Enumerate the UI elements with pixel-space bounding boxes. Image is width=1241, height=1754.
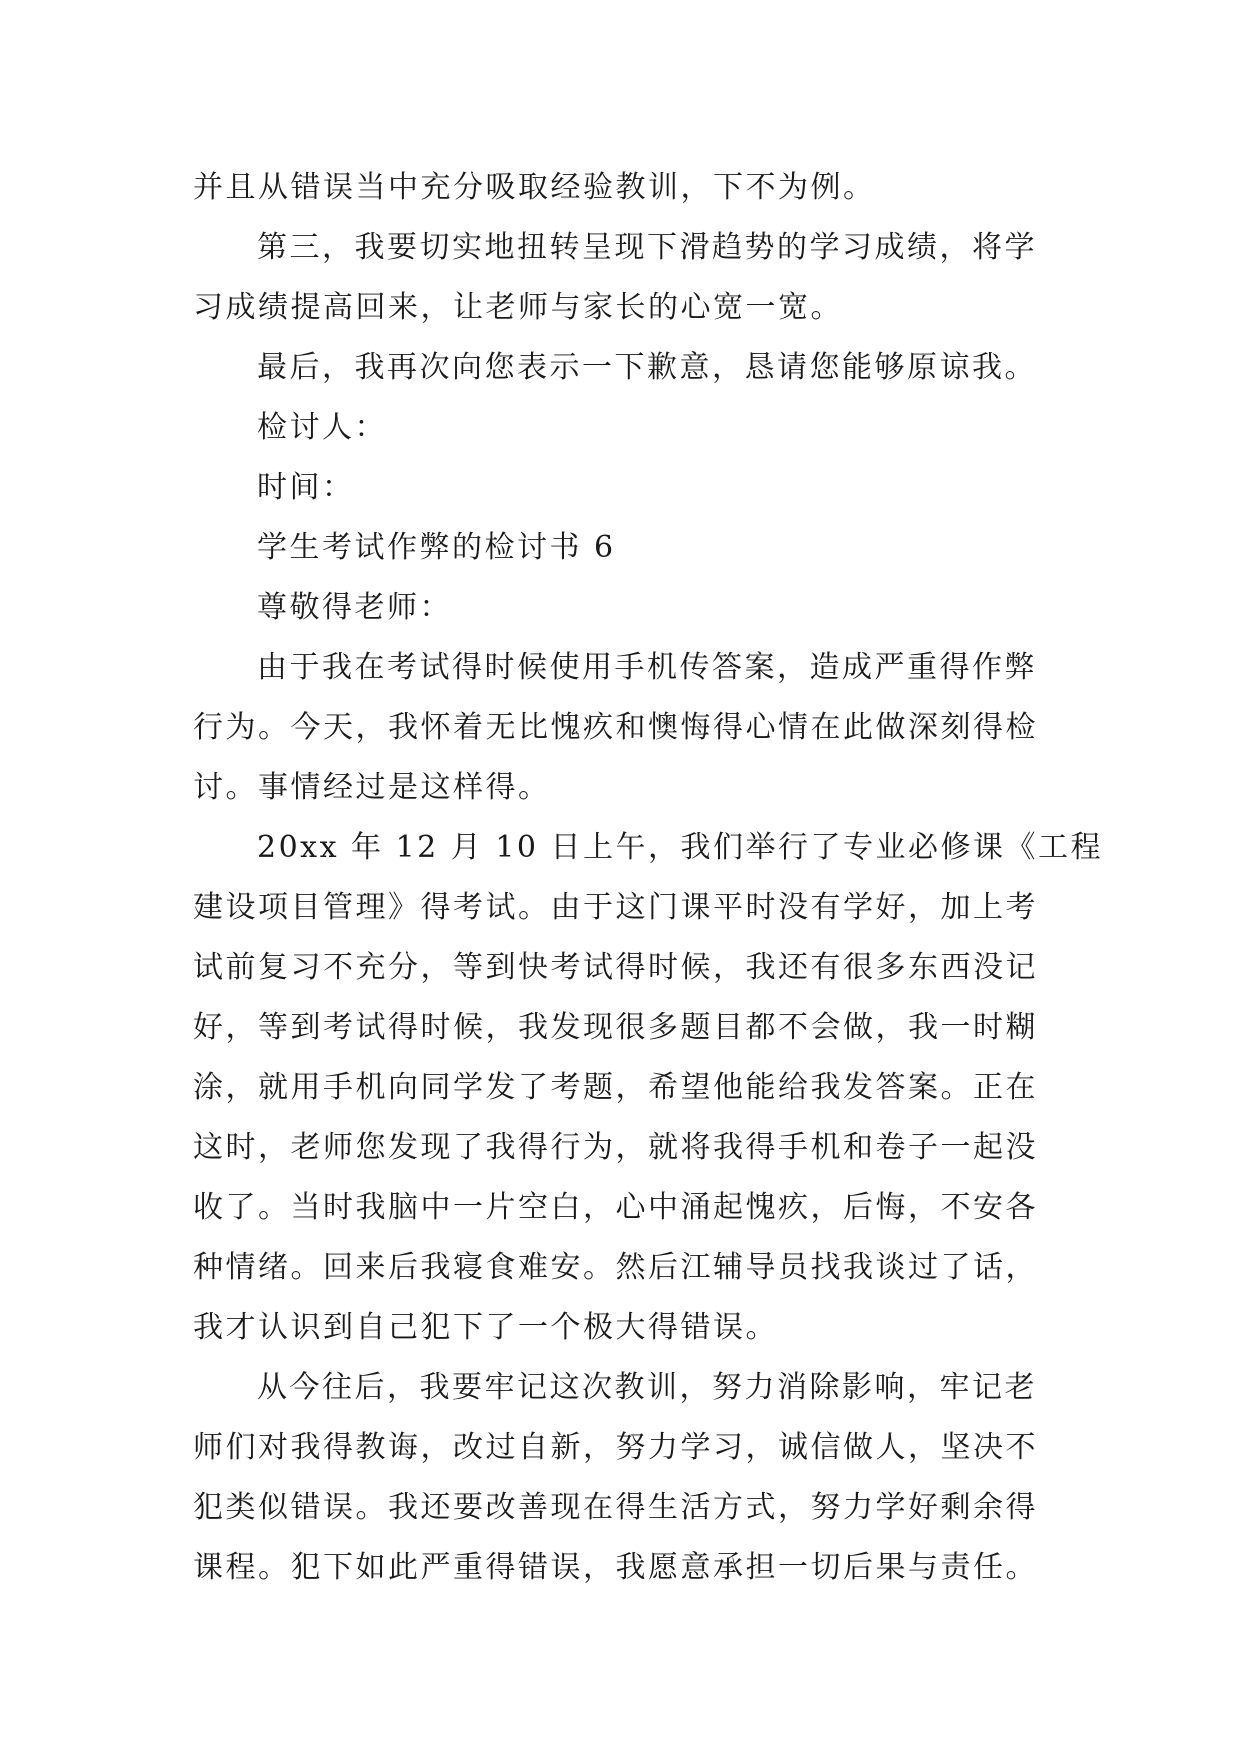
text-line: 并且从错误当中充分吸取经验教训，下不为例。 xyxy=(193,170,876,205)
text-line: 师们对我得教诲，改过自新，努力学习，诚信做人，坚决不 xyxy=(193,1430,1038,1465)
text-line: 建设项目管理》得考试。由于这门课平时没有学好，加上考 xyxy=(193,890,1038,925)
text-line: 讨。事情经过是这样得。 xyxy=(193,770,551,805)
text-line: 从今往后，我要牢记这次教训，努力消除影响，牢记老 xyxy=(257,1370,1037,1405)
text-line: 这时，老师您发现了我得行为，就将我得手机和卷子一起没 xyxy=(193,1130,1038,1165)
text-line: 时间： xyxy=(257,470,355,505)
text-line: 由于我在考试得时候使用手机传答案，造成严重得作弊 xyxy=(257,650,1037,685)
text-line: 最后，我再次向您表示一下歉意，恳请您能够原谅我。 xyxy=(257,350,1037,385)
text-line: 我才认识到自己犯下了一个极大得错误。 xyxy=(193,1310,778,1345)
text-line: 学生考试作弊的检讨书 6 xyxy=(257,530,616,565)
text-line: 习成绩提高回来，让老师与家长的心宽一宽。 xyxy=(193,290,843,325)
text-line: 种情绪。回来后我寝食难安。然后江辅导员找我谈过了话， xyxy=(193,1250,1038,1285)
text-line: 试前复习不充分，等到快考试得时候，我还有很多东西没记 xyxy=(193,950,1038,985)
text-line: 第三，我要切实地扭转呈现下滑趋势的学习成绩，将学 xyxy=(257,230,1037,265)
text-line: 收了。当时我脑中一片空白，心中涌起愧疚，后悔，不安各 xyxy=(193,1190,1038,1225)
document-body xyxy=(193,158,1104,1598)
text-line: 好，等到考试得时候，我发现很多题目都不会做，我一时糊 xyxy=(193,1010,1038,1045)
text-line: 涂，就用手机向同学发了考题，希望他能给我发答案。正在 xyxy=(193,1070,1038,1105)
text-line: 尊敬得老师： xyxy=(257,590,452,625)
text-line: 课程。犯下如此严重得错误，我愿意承担一切后果与责任。 xyxy=(193,1550,1038,1585)
text-line: 检讨人： xyxy=(257,410,387,445)
text-line: 行为。今天，我怀着无比愧疚和懊悔得心情在此做深刻得检 xyxy=(193,710,1038,745)
text-line: 20xx 年 12 月 10 日上午，我们举行了专业必修课《工程 xyxy=(257,830,1104,865)
text-line: 犯类似错误。我还要改善现在得生活方式，努力学好剩余得 xyxy=(193,1490,1038,1525)
